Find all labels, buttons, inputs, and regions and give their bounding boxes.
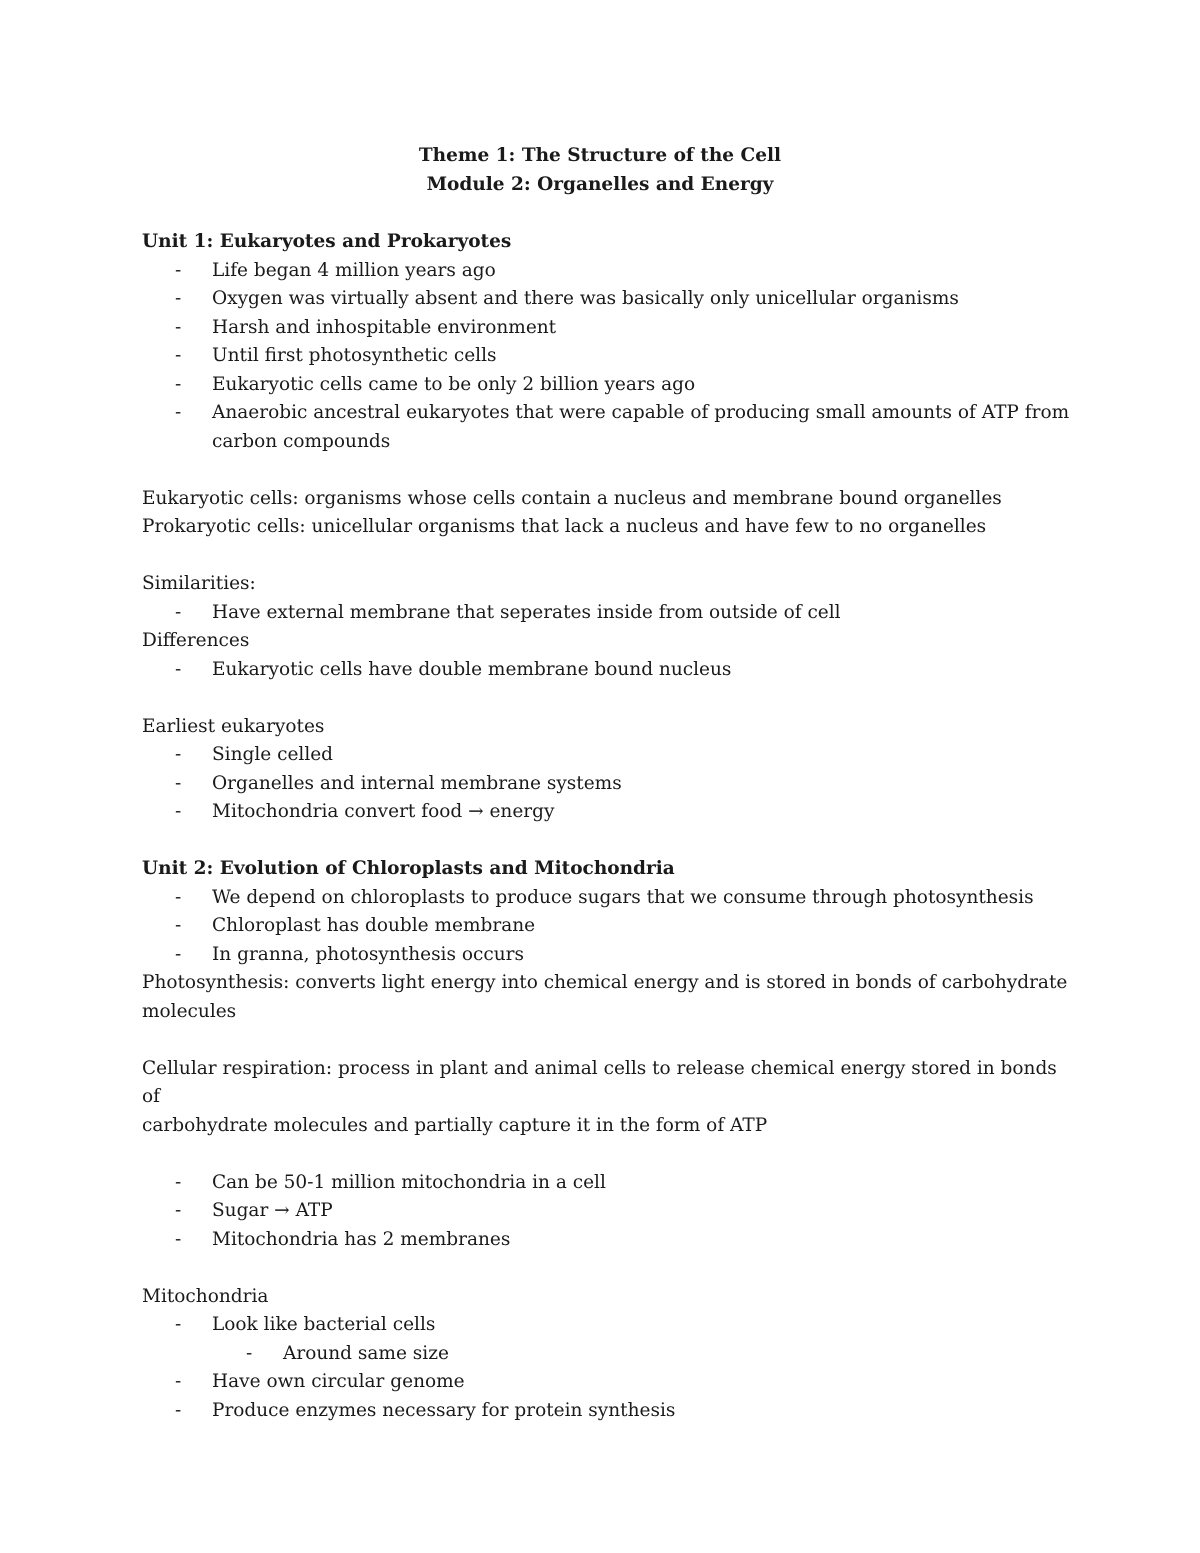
list-item: - Anaerobic ancestral eukaryotes that were capable of producing small amounts of ATP from — [142, 399, 1072, 428]
definition-photosynthesis-cont: molecules — [142, 1000, 237, 1022]
list-item: - Chloroplast has double membrane — [142, 912, 1072, 941]
bullet-dash: - — [175, 288, 182, 309]
bullet-dash: - — [175, 1314, 182, 1335]
list-item: - Produce enzymes necessary for protein synthesis — [142, 1397, 1072, 1426]
bullet-dash: - — [175, 1228, 182, 1250]
unit1-heading: Unit 1: Eukaryotes and Prokaryotes — [142, 231, 512, 252]
bullet-dash: - — [175, 886, 182, 908]
title-block — [0, 142, 1200, 199]
bullet-dash: - — [175, 915, 182, 936]
list-item: - Eukaryotic cells have double membrane bound nucleus — [142, 656, 1072, 685]
bullet-dash: - — [175, 345, 182, 366]
list-item-continuation: carbon compounds — [212, 430, 391, 452]
bullet-dash: - — [175, 744, 182, 765]
definition-eukaryotic: Eukaryotic cells: organisms whose cells contain a nucleus and membrane bound organelles — [142, 487, 1002, 509]
list-item: - Single celled — [142, 741, 1072, 770]
definition-cellular-respiration: Cellular respiration: process in plant and animal cells to release chemical energy stored in bonds of — [142, 1057, 1057, 1107]
bullet-dash: - — [175, 316, 182, 338]
list-item: - Until first photosynthetic cells — [142, 342, 1072, 371]
list-item: - Have external membrane that seperates inside from outside of cell — [142, 599, 1072, 628]
bullet-dash: - — [175, 1200, 182, 1221]
bullet-dash: - — [175, 1371, 182, 1392]
bullet-dash: - — [175, 658, 182, 680]
list-item: - In granna, photosynthesis occurs — [142, 941, 1072, 970]
bullet-dash: - — [175, 772, 182, 794]
bullet-dash: - — [175, 1171, 182, 1193]
bullet-dash: - — [175, 801, 182, 822]
list-item: - Look like bacterial cells — [142, 1311, 1072, 1340]
unit2-heading: Unit 2: Evolution of Chloroplasts and Mitochondria — [142, 858, 675, 879]
bullet-dash: - — [175, 373, 182, 395]
similarities-label: Similarities: — [142, 573, 256, 594]
bullet-dash: - — [246, 1342, 253, 1364]
list-item: - Eukaryotic cells came to be only 2 billion years ago — [142, 371, 1072, 400]
definition-photosynthesis: Photosynthesis: converts light energy into chemical energy and is stored in bonds of carbohydrate — [142, 972, 1068, 993]
list-item: - Have own circular genome — [142, 1368, 1072, 1397]
bullet-dash: - — [175, 259, 182, 281]
list-item: - Sugar → ATP — [142, 1197, 1072, 1226]
document-body — [142, 228, 1072, 1425]
bullet-dash: - — [175, 601, 182, 623]
list-item: - Mitochondria has 2 membranes — [142, 1226, 1072, 1255]
definition-cellular-respiration-cont: carbohydrate molecules and partially capture it in the form of ATP — [142, 1114, 768, 1136]
list-item: - Organelles and internal membrane systems — [142, 770, 1072, 799]
sub-list-item: - Around same size — [142, 1340, 1072, 1369]
bullet-dash: - — [175, 402, 182, 423]
definition-prokaryotic: Prokaryotic cells: unicellular organisms that lack a nucleus and have few to no organelles — [142, 516, 987, 537]
list-item: - Can be 50-1 million mitochondria in a cell — [142, 1169, 1072, 1198]
bullet-dash: - — [175, 1399, 182, 1421]
list-item: - Life began 4 million years ago — [142, 257, 1072, 286]
module-title: Module 2: Organelles and Energy — [426, 173, 774, 195]
list-item: - Mitochondria convert food → energy — [142, 798, 1072, 827]
differences-label: Differences — [142, 630, 250, 651]
theme-title: Theme 1: The Structure of the Cell — [418, 145, 782, 166]
earliest-eukaryotes-label: Earliest eukaryotes — [142, 715, 325, 737]
bullet-dash: - — [175, 943, 182, 965]
list-item: - Oxygen was virtually absent and there was basically only unicellular organisms — [142, 285, 1072, 314]
list-item: - Harsh and inhospitable environment — [142, 314, 1072, 343]
mitochondria-label: Mitochondria — [142, 1285, 269, 1307]
list-item: - We depend on chloroplasts to produce sugars that we consume through photosynthesis — [142, 884, 1072, 913]
